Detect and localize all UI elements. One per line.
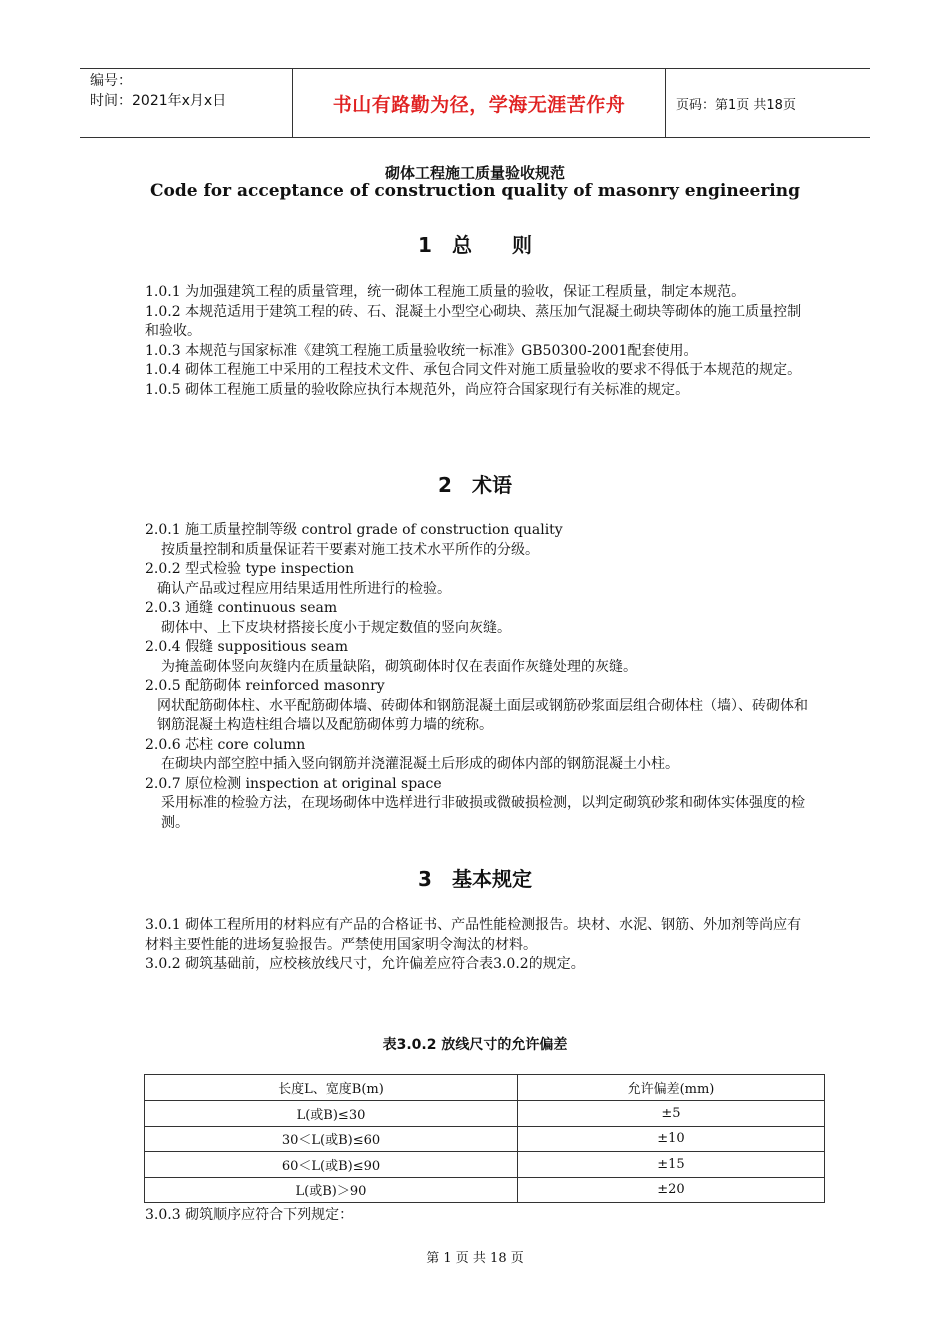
term-2-0-7: 2.0.7 原位检测 inspection at original space — [145, 775, 442, 792]
table-cell: ±5 — [517, 1101, 824, 1127]
term-2-0-2: 2.0.2 型式检验 type inspection — [145, 561, 355, 577]
table-row — [145, 1101, 825, 1127]
term-2-0-2-definition: 确认产品或过程应用结果适用性所进行的检验。 — [157, 580, 451, 597]
section-1-body — [145, 283, 810, 400]
table-cell: ±15 — [517, 1152, 824, 1178]
term-2-0-5: 2.0.5 配筋砌体 reinforced masonry — [145, 678, 385, 694]
tolerance-table — [144, 1074, 825, 1203]
header-motto: 书山有路勤为径，学海无涯苦作舟 — [292, 69, 666, 137]
table-cell: L(或B)≤30 — [145, 1101, 518, 1127]
table-cell: 30＜L(或B)≤60 — [145, 1126, 518, 1152]
section-2-body — [145, 521, 810, 833]
section-heading-3: 3 基本规定 — [418, 867, 532, 891]
clause-1-0-4: 1.0.4 砌体工程施工中采用的工程技术文件、承包合同文件对施工质量验收的要求不得低于本规范的规定。 — [145, 362, 802, 378]
clause-1-0-1: 1.0.1 为加强建筑工程的质量管理，统一砌体工程施工质量的验收，保证工程质量，制定本规范。 — [145, 284, 746, 300]
table-header-row — [145, 1075, 825, 1101]
term-2-0-3-definition: 砌体中、上下皮块材搭接长度小于规定数值的竖向灰缝。 — [161, 619, 511, 636]
term-2-0-5-definition: 网状配筋砌体柱、水平配筋砌体墙、砖砌体和钢筋混凝土面层或钢筋砂浆面层组合砌体柱（墙）、砖砌体和钢筋混凝土构造柱组合墙以及配筋砌体剪力墙的统称。 — [157, 697, 808, 733]
table-cell: ±10 — [517, 1126, 824, 1152]
header-page-info: 页码：第1页 共18页 — [676, 97, 796, 113]
time-label: 时间：2021年x月x日 — [90, 93, 227, 109]
section-3-body — [145, 916, 810, 975]
page-header — [80, 68, 870, 138]
table-row — [145, 1177, 825, 1203]
term-2-0-7-definition: 采用标准的检验方法，在现场砌体中选样进行非破损或微破损检测，以判定砌筑砂浆和砌体实体强度的检测。 — [161, 795, 805, 831]
clause-1-0-3: 1.0.3 本规范与国家标准《建筑工程施工质量验收统一标准》GB50300-2001配套使用。 — [145, 342, 698, 359]
table-row — [145, 1152, 825, 1178]
clause-1-0-2: 1.0.2 本规范适用于建筑工程的砖、石、混凝土小型空心砌块、蒸压加气混凝土砌块等砌体的施工质量控制和验收。 — [145, 303, 802, 339]
table-cell: L(或B)＞90 — [145, 1177, 518, 1203]
term-2-0-1-definition: 按质量控制和质量保证若干要素对施工技术水平所作的分级。 — [161, 541, 539, 558]
clause-3-0-2: 3.0.2 砌筑基础前，应校核放线尺寸，允许偏差应符合表3.0.2的规定。 — [145, 956, 585, 972]
table-title: 表3.0.2 放线尺寸的允许偏差 — [382, 1037, 568, 1053]
page-footer: 第 1 页 共 18 页 — [426, 1251, 524, 1266]
section-heading-1: 1 总 则 — [418, 233, 532, 257]
header-meta — [80, 69, 292, 137]
table-header-cell: 长度L、宽度B(m) — [145, 1075, 518, 1101]
section-heading-2: 2 术语 — [438, 473, 512, 497]
code-label: 编号： — [90, 73, 132, 89]
document-title: 砌体工程施工质量验收规范 — [384, 164, 565, 182]
table-row — [145, 1126, 825, 1152]
term-2-0-4: 2.0.4 假缝 suppositious seam — [145, 639, 349, 655]
term-2-0-1: 2.0.1 施工质量控制等级 control grade of construction quality — [145, 522, 563, 538]
clause-1-0-5: 1.0.5 砌体工程施工质量的验收除应执行本规范外，尚应符合国家现行有关标准的规定。 — [145, 381, 690, 398]
document-title-english: Code for acceptance of construction quality of masonry engineering — [150, 181, 800, 201]
term-2-0-4-definition: 为掩盖砌体竖向灰缝内在质量缺陷，砌筑砌体时仅在表面作灰缝处理的灰缝。 — [161, 658, 637, 675]
clause-3-0-1: 3.0.1 砌体工程所用的材料应有产品的合格证书、产品性能检测报告。块材、水泥、钢筋、外加剂等尚应有材料主要性能的进场复验报告。严禁使用国家明令淘汰的材料。 — [145, 917, 802, 953]
term-2-0-6-definition: 在砌块内部空腔中插入竖向钢筋并浇灌混凝土后形成的砌体内部的钢筋混凝土小柱。 — [161, 756, 679, 772]
table-cell: ±20 — [517, 1177, 824, 1203]
term-2-0-6: 2.0.6 芯柱 core column — [145, 736, 306, 753]
clause-3-0-3: 3.0.3 砌筑顺序应符合下列规定： — [145, 1207, 354, 1223]
term-2-0-3: 2.0.3 通缝 continuous seam — [145, 600, 338, 616]
table-cell: 60＜L(或B)≤90 — [145, 1152, 518, 1178]
table-header-cell: 允许偏差(mm) — [517, 1075, 824, 1101]
